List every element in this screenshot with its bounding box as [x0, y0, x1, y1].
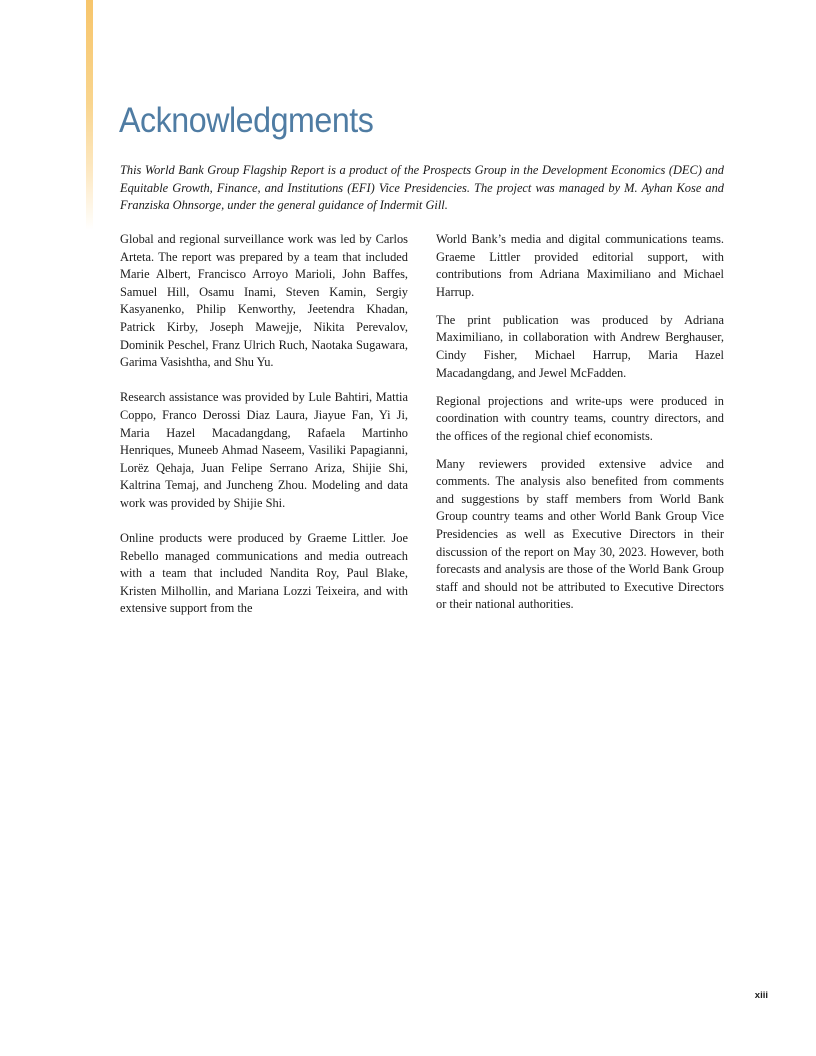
paragraph-research-assistance: Research assistance was provided by Lule Bahtiri, Mattia Coppo, Franco Derossi Diaz Laura, Jiayue Fan, Yi Ji, Maria Hazel Macadangdang, Rafaela Martinho Henriques, Muneeb Ahmad Naseem, Vasiliki Papagianni, Lorëz Qehaja, Juan Felipe Serrano Ariza, Shijie Shi, Kaltrina Temaj, and Juncheng Zhou. Modeling and data work was provided by Shijie Shi.: [120, 390, 408, 510]
right-column: [436, 231, 724, 614]
paragraph-media-teams: World Bank’s media and digital communications teams. Graeme Littler provided editorial support, with contributions from Adriana Maximiliano and Michael Harrup.: [436, 232, 724, 299]
paragraph-online-products: Online products were produced by Graeme Littler. Joe Rebello managed communications and media outreach with a team that included Nandita Roy, Paul Blake, Kristen Milhollin, and Mariana Lozzi Teixeira, and with extensive support from the: [120, 531, 408, 616]
paragraph-print-publication: The print publication was produced by Adriana Maximiliano, in collaboration with Andrew Berghauser, Cindy Fisher, Michael Harrup, Maria Hazel Macadangdang, and Jewel McFadden.: [436, 312, 724, 380]
paragraph-reviewers: Many reviewers provided extensive advice and comments. The analysis also benefited from comments and suggestions by staff members from World Bank Group country teams and other World Bank Group Vice Presidencies as well as Executive Directors in their discussion of the report on May 30, 2023. However, both forecasts and analysis are those of the World Bank Group staff and should not be attributed to Executive Directors or their national authorities.: [436, 456, 724, 612]
paragraph-regional-projections: Regional projections and write-ups were produced in coordination with country teams, country directors, and the offices of the regional chief economists.: [436, 393, 724, 443]
accent-bar: [86, 0, 93, 230]
page-number: xiii: [754, 990, 768, 1001]
page-title: Acknowledgments: [119, 101, 374, 140]
left-column: [120, 231, 408, 618]
paragraph-surveillance: Global and regional surveillance work was led by Carlos Arteta. The report was prepared by a team that included Marie Albert, Francisco Arroyo Marioli, John Baffes, Samuel Hill, Osamu Inami, Steven Kamin, Sergiy Kasyanenko, Philip Kenworthy, Jeetendra Khadan, Patrick Kirby, Joseph Mawejje, Nikita Perevalov, Dominik Peschel, Franz Ulrich Ruch, Naotaka Sugawara, Garima Vasishtha, and Shu Yu.: [120, 232, 408, 370]
intro-paragraph: This World Bank Group Flagship Report is a product of the Prospects Group in the Development Economics (DEC) and Equitable Growth, Finance, and Institutions (EFI) Vice Presidencies. The project was managed by M. Ayhan Kose and Franziska Ohnsorge, under the general guidance of Indermit Gill.: [120, 163, 724, 213]
